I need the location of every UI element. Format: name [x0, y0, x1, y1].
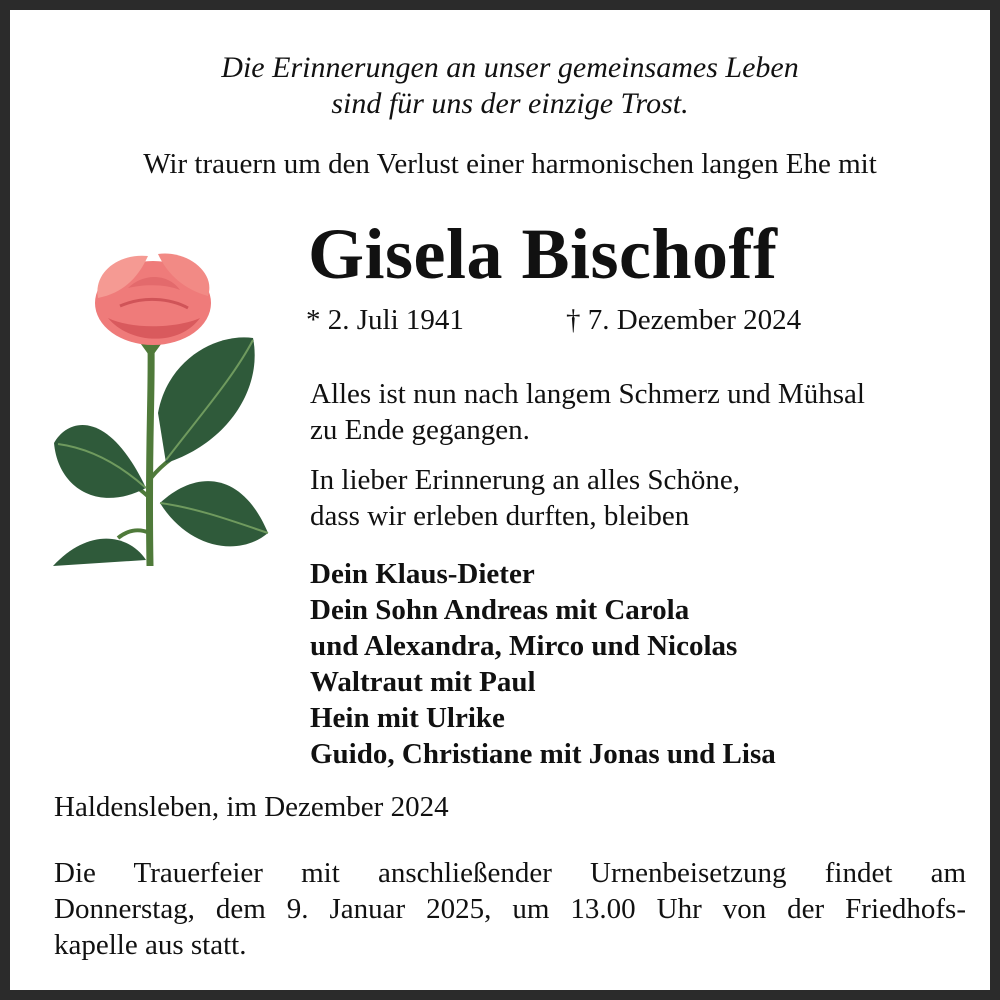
deceased-name: Gisela Bischoff — [308, 214, 778, 294]
mourner-line: Guido, Christiane mit Jonas und Lisa — [310, 738, 776, 770]
funeral-line: kapelle aus statt. — [54, 929, 247, 961]
quote-line-2: sind für uns der einzige Trost. — [331, 87, 689, 120]
mourner-line: Dein Sohn Andreas mit Carola — [310, 594, 690, 626]
mourner-line: Dein Klaus-Dieter — [310, 558, 535, 590]
birth-date: * 2. Juli 1941 — [306, 304, 464, 336]
mourner-line: Waltraut mit Paul — [310, 666, 536, 698]
mourner-line: und Alexandra, Mirco und Nicolas — [310, 630, 738, 662]
message-line: dass wir erleben durften, bleiben — [310, 500, 690, 532]
message-line: zu Ende gegangen. — [310, 414, 530, 446]
rose-icon — [48, 248, 278, 568]
message-line: In lieber Erinnerung an alles Schöne, — [310, 464, 741, 496]
funeral-notice — [54, 855, 966, 963]
death-date: † 7. Dezember 2024 — [566, 304, 802, 336]
funeral-line: Die Trauerfeier mit anschließender Urnenbeisetzung findet am — [54, 857, 966, 889]
funeral-line: Donnerstag, dem 9. Januar 2025, um 13.00 Uhr von der Friedhofs- — [54, 893, 966, 925]
intro-text: Wir trauern um den Verlust einer harmonischen langen Ehe mit — [143, 148, 877, 180]
message-line: Alles ist nun nach langem Schmerz und Mühsal — [310, 378, 865, 410]
place-date: Haldensleben, im Dezember 2024 — [54, 791, 449, 823]
quote-line-1: Die Erinnerungen an unser gemeinsames Leben — [221, 51, 799, 84]
mourner-line: Hein mit Ulrike — [310, 702, 505, 734]
